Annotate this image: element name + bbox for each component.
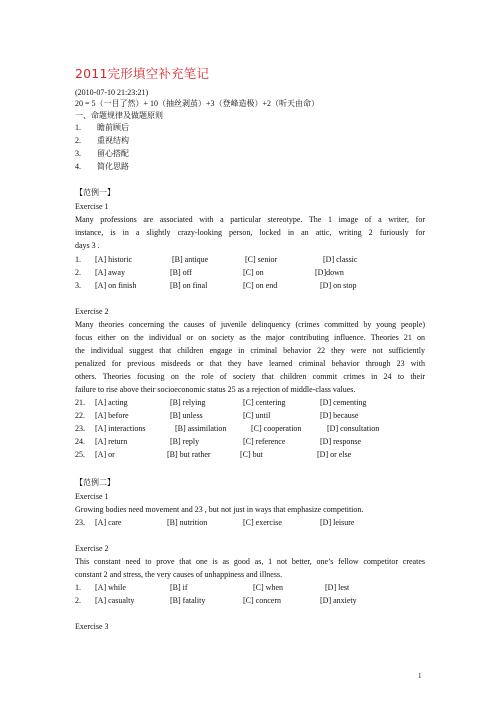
option-b: [B] fatality (170, 596, 206, 605)
option-a: [A] while (95, 583, 126, 592)
option-c: [C] senior (245, 255, 278, 264)
passage-line: Many theories concerning the causes of juvenile delinquency (crimes committed by young people) (75, 320, 425, 329)
option-d: [D] anxiety (320, 596, 357, 605)
option-a: [A] on finish (95, 281, 137, 290)
document-title: 2011完形填空补充笔记 (75, 66, 210, 81)
principle-text: 留心搭配 (97, 149, 129, 158)
option-b: [B] relying (170, 398, 206, 407)
exercise-label: Exercise 2 (75, 307, 109, 316)
option-c: [C] on end (243, 281, 278, 290)
option-a: [A] casualty (95, 596, 135, 605)
question-number: 23. (75, 518, 85, 527)
option-b: [B] if (170, 583, 188, 592)
principle-text: 瞻前顾后 (97, 123, 129, 132)
principle-number: 2. (75, 136, 81, 145)
question-number: 24. (75, 437, 85, 446)
passage-line: focus either on the individual or on society as the major contributing influence. Theories 21 on (75, 333, 425, 342)
option-a: [A] historic (95, 255, 133, 264)
option-a: [A] return (95, 437, 128, 446)
exercise-label: Exercise 3 (75, 622, 109, 631)
passage-line: This constant need to prove that one is as good as, 1 not better, one’s fellow competitor creates (75, 557, 425, 566)
option-d: [D] on stop (320, 281, 357, 290)
principle-text: 重视结构 (97, 136, 129, 145)
option-a: [A] away (95, 268, 125, 277)
option-d: [D] because (320, 411, 359, 420)
option-c: [C] cooperation (251, 424, 302, 433)
question-number: 23. (75, 424, 85, 433)
passage-line: constant 2 and stress, the very causes of unhappiness and illness. (75, 570, 283, 579)
exercise-label: Exercise 1 (75, 492, 109, 501)
option-c: [C] concern (243, 596, 281, 605)
passage-line: Many professions are associated with a particular stereotype. The 1 image of a writer, for (75, 215, 425, 224)
option-c: [C] centering (243, 398, 286, 407)
passage-line: the individual suggest that children engage in criminal behavior 22 they were not sufficiently (75, 346, 425, 355)
principle-text: 简化思路 (97, 162, 129, 171)
question-number: 1. (75, 583, 81, 592)
example-heading: 【范例二】 (75, 478, 115, 487)
exercise-label: Exercise 1 (75, 202, 109, 211)
page-number: 1 (418, 672, 422, 680)
question-number: 2. (75, 596, 81, 605)
passage-line: others. Theories focusing on the role of society that children commit crimes in 24 to their (75, 372, 425, 381)
option-d: [D] response (320, 437, 362, 446)
option-a: [A] before (95, 411, 129, 420)
option-d: [D]down (315, 268, 344, 277)
passage-line: penalized for previous misdeeds or that they have learned criminal behavior through 23 with (75, 359, 425, 368)
option-d: [D] or else (317, 450, 352, 459)
option-d: [D] classic (323, 255, 358, 264)
option-b: [B] antique (172, 255, 209, 264)
option-b: [B] on final (170, 281, 208, 290)
question-number: 21. (75, 398, 85, 407)
post-date: (2010-07-10 21:23:21) (75, 88, 149, 97)
option-d: [D] consultation (327, 424, 380, 433)
option-c: [C] on (243, 268, 264, 277)
option-d: [D] cementing (320, 398, 367, 407)
option-b: [B] unless (170, 411, 203, 420)
principle-number: 4. (75, 162, 81, 171)
option-a: [A] interactions (95, 424, 146, 433)
passage-line: Growing bodies need movement and 23 , but not just in ways that emphasize competition. (75, 505, 364, 514)
option-c: [C] when (253, 583, 283, 592)
section-heading: 一、命题规律及做题原则 (75, 111, 163, 120)
example-heading: 【范例一】 (75, 188, 115, 197)
option-b: [B] assimilation (175, 424, 227, 433)
passage-line: days 3 . (75, 241, 100, 250)
score-formula: 20 = 5（一目了然）+ 10（抽丝剥茧）+3（登峰造极）+2（听天由命） (75, 99, 320, 108)
exercise-label: Exercise 2 (75, 544, 109, 553)
option-b: [B] reply (170, 437, 200, 446)
option-a: [A] or (95, 450, 115, 459)
question-number: 3. (75, 281, 81, 290)
question-number: 1. (75, 255, 81, 264)
option-a: [A] acting (95, 398, 128, 407)
option-b: [B] off (170, 268, 192, 277)
option-c: [C] until (243, 411, 271, 420)
passage-line: failure to rise above their socioeconomic status 25 as a rejection of middle-class values. (75, 385, 356, 394)
option-d: [D] lest (325, 583, 350, 592)
principle-number: 1. (75, 123, 81, 132)
option-c: [C] exercise (243, 518, 282, 527)
option-b: [B] nutrition (167, 518, 208, 527)
option-d: [D] leisure (320, 518, 355, 527)
passage-line: instance, is in a slightly crazy-looking person, locked in an attic, writing 2 furiously for (75, 228, 425, 237)
question-number: 2. (75, 268, 81, 277)
question-number: 22. (75, 411, 85, 420)
option-a: [A] care (95, 518, 122, 527)
option-c: [C] reference (243, 437, 286, 446)
principle-number: 3. (75, 149, 81, 158)
question-number: 25. (75, 450, 85, 459)
option-b: [B] but rather (167, 450, 211, 459)
option-c: [C] but (240, 450, 263, 459)
